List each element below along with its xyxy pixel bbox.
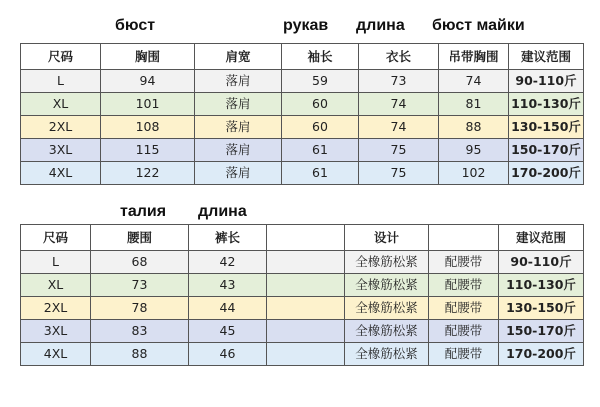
label-sleeve: рукав xyxy=(283,17,329,34)
cell-design: 全橡筋松紧 xyxy=(345,320,429,343)
cell-range: 110-130斤 xyxy=(499,274,584,297)
header-size: 尺码 xyxy=(21,225,91,251)
cell-waist: 83 xyxy=(91,320,189,343)
cell-bust: 115 xyxy=(101,139,195,162)
cell-shoulder: 落肩 xyxy=(195,162,282,185)
table-row xyxy=(21,93,584,116)
cell-camisole-bust: 102 xyxy=(439,162,509,185)
cell-waist: 88 xyxy=(91,343,189,366)
cell-length: 74 xyxy=(359,116,439,139)
cell-range: 170-200斤 xyxy=(499,343,584,366)
cell-bust: 122 xyxy=(101,162,195,185)
label-length: длина xyxy=(356,17,405,34)
header-length: 衣长 xyxy=(359,44,439,70)
table-row xyxy=(21,274,584,297)
cell-length: 75 xyxy=(359,162,439,185)
header-empty xyxy=(267,225,345,251)
top-size-table xyxy=(20,43,584,185)
cell-range: 90-110斤 xyxy=(509,70,584,93)
cell-shoulder: 落肩 xyxy=(195,139,282,162)
cell-range: 110-130斤 xyxy=(509,93,584,116)
table-row xyxy=(21,320,584,343)
table-row xyxy=(21,343,584,366)
cell-belt: 配腰带 xyxy=(429,320,499,343)
cell-size: 3XL xyxy=(21,320,91,343)
cell-design: 全橡筋松紧 xyxy=(345,297,429,320)
cell-empty xyxy=(267,343,345,366)
bottom-size-table xyxy=(20,224,584,366)
cell-sleeve: 59 xyxy=(282,70,359,93)
cell-sleeve: 61 xyxy=(282,139,359,162)
cell-pants-length: 46 xyxy=(189,343,267,366)
cell-length: 74 xyxy=(359,93,439,116)
table-row xyxy=(21,116,584,139)
cell-shoulder: 落肩 xyxy=(195,93,282,116)
cell-size: L xyxy=(21,70,101,93)
cell-design: 全橡筋松紧 xyxy=(345,251,429,274)
table-row xyxy=(21,251,584,274)
cell-empty xyxy=(267,274,345,297)
cell-size: 4XL xyxy=(21,343,91,366)
header-size: 尺码 xyxy=(21,44,101,70)
cell-camisole-bust: 95 xyxy=(439,139,509,162)
header-bust: 胸围 xyxy=(101,44,195,70)
cell-pants-length: 45 xyxy=(189,320,267,343)
cell-size: XL xyxy=(21,274,91,297)
cell-sleeve: 60 xyxy=(282,116,359,139)
header-sleeve: 袖长 xyxy=(282,44,359,70)
cell-size: XL xyxy=(21,93,101,116)
cell-size: 4XL xyxy=(21,162,101,185)
cell-length: 75 xyxy=(359,139,439,162)
cell-range: 90-110斤 xyxy=(499,251,584,274)
cell-pants-length: 42 xyxy=(189,251,267,274)
header-empty xyxy=(429,225,499,251)
label-pants-length: длина xyxy=(198,203,247,220)
cell-shoulder: 落肩 xyxy=(195,70,282,93)
header-design: 设计 xyxy=(345,225,429,251)
cell-belt: 配腰带 xyxy=(429,297,499,320)
cell-pants-length: 43 xyxy=(189,274,267,297)
cell-empty xyxy=(267,320,345,343)
header-range: 建议范围 xyxy=(509,44,584,70)
header-range: 建议范围 xyxy=(499,225,584,251)
cell-size: L xyxy=(21,251,91,274)
cell-range: 170-200斤 xyxy=(509,162,584,185)
cell-range: 150-170斤 xyxy=(509,139,584,162)
cell-pants-length: 44 xyxy=(189,297,267,320)
cell-bust: 108 xyxy=(101,116,195,139)
label-camisole-bust: бюст майки xyxy=(432,17,525,34)
cell-belt: 配腰带 xyxy=(429,343,499,366)
cell-empty xyxy=(267,251,345,274)
cell-camisole-bust: 88 xyxy=(439,116,509,139)
cell-waist: 68 xyxy=(91,251,189,274)
cell-range: 130-150斤 xyxy=(509,116,584,139)
cell-sleeve: 61 xyxy=(282,162,359,185)
cell-belt: 配腰带 xyxy=(429,251,499,274)
header-waist: 腰围 xyxy=(91,225,189,251)
cell-camisole-bust: 81 xyxy=(439,93,509,116)
table-header-row xyxy=(21,225,584,251)
cell-range: 150-170斤 xyxy=(499,320,584,343)
header-camisole-bust: 吊带胸围 xyxy=(439,44,509,70)
cell-length: 73 xyxy=(359,70,439,93)
cell-empty xyxy=(267,297,345,320)
header-pants-length: 裤长 xyxy=(189,225,267,251)
cell-camisole-bust: 74 xyxy=(439,70,509,93)
table-row xyxy=(21,70,584,93)
cell-sleeve: 60 xyxy=(282,93,359,116)
table-row xyxy=(21,139,584,162)
table-row xyxy=(21,297,584,320)
cell-size: 3XL xyxy=(21,139,101,162)
cell-bust: 94 xyxy=(101,70,195,93)
cell-design: 全橡筋松紧 xyxy=(345,274,429,297)
label-waist: талия xyxy=(120,203,167,220)
table-row xyxy=(21,162,584,185)
cell-size: 2XL xyxy=(21,297,91,320)
cell-shoulder: 落肩 xyxy=(195,116,282,139)
header-shoulder: 肩宽 xyxy=(195,44,282,70)
cell-belt: 配腰带 xyxy=(429,274,499,297)
cell-bust: 101 xyxy=(101,93,195,116)
cell-range: 130-150斤 xyxy=(499,297,584,320)
cell-size: 2XL xyxy=(21,116,101,139)
cell-waist: 78 xyxy=(91,297,189,320)
table-header-row xyxy=(21,44,584,70)
label-bust: бюст xyxy=(115,17,156,34)
cell-design: 全橡筋松紧 xyxy=(345,343,429,366)
cell-waist: 73 xyxy=(91,274,189,297)
